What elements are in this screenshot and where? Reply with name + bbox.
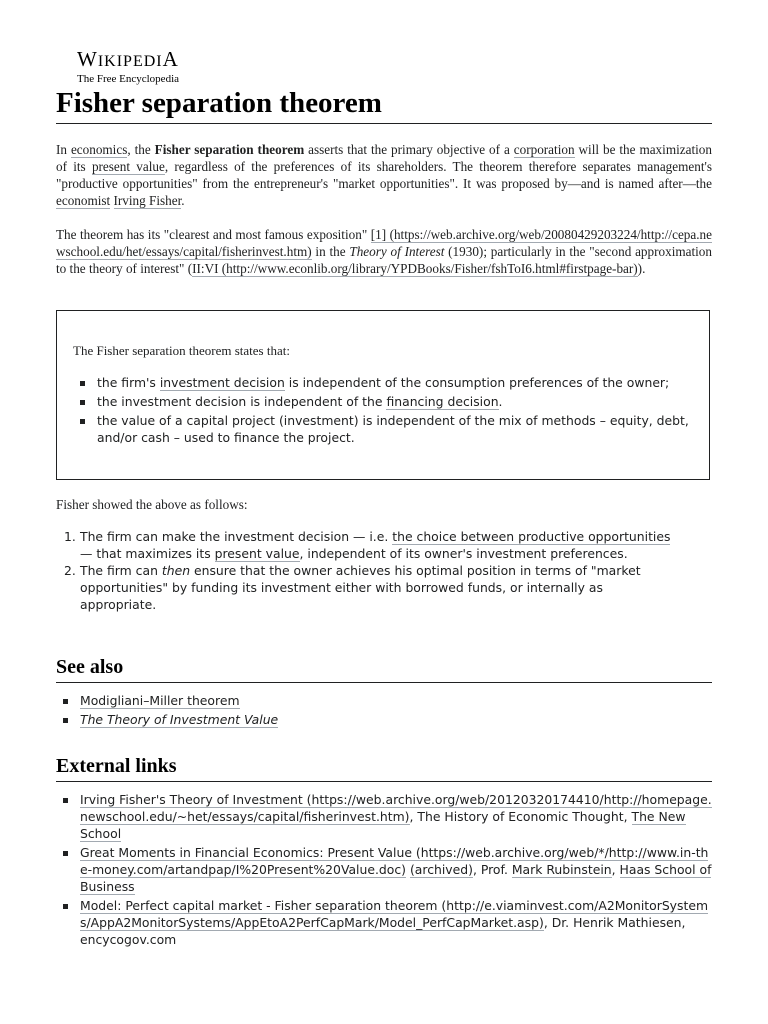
list-item: 2. The firm can then ensure that the owner achieves his optimal position in terms of "market opportunities" by funding its investment either with borrowed funds, or internally as appropriate. (64, 563, 641, 612)
wikipedia-wordmark: WIKIPEDIA (77, 47, 179, 71)
page-title: Fisher separation theorem (56, 84, 712, 124)
box-lead: The Fisher separation theorem states that: (73, 343, 290, 358)
link-present-value-2[interactable]: present value (214, 546, 300, 561)
link-perfect-capital-market[interactable]: Model: Perfect capital market - Fisher separation theorem (http://e.viaminvest.com/A2MonitorSystems/AppA2MonitorSystems/AppEtoA2PerfCapMark/Model_PerfCapMarket.asp) (80, 898, 709, 930)
link-fisher-theory-investment[interactable]: Irving Fisher's Theory of Investment (https://web.archive.org/web/20120320174410/http://homepage.newschool.edu/~het/essays/capital/fisherinvest.htm) (80, 792, 712, 824)
list-item (56, 692, 712, 709)
shown-paragraph: Fisher showed the above as follows: (56, 497, 248, 512)
link-financing-decision[interactable]: financing decision (386, 394, 499, 409)
list-item: Irving Fisher's Theory of Investment (https://web.archive.org/web/20120320174410/http://homepage.newschool.edu/~het/essays/capital/fisherinvest.htm), The History of Economic Thought, The New School (56, 791, 712, 842)
wikipedia-tagline: The Free Encyclopedia (77, 73, 180, 85)
link-modigliani-miller[interactable]: Modigliani–Miller theorem (80, 693, 240, 708)
list-item: Model: Perfect capital market - Fisher separation theorem (http://e.viaminvest.com/A2MonitorSystems/AppA2MonitorSystems/AppEtoA2PerfCapMark/Model_PerfCapMarket.asp), Dr. Henrik Mathiesen, encycogov.com (56, 897, 712, 948)
external-links-heading: External links (56, 753, 712, 782)
intro-paragraph: In economics, the Fisher separation theorem asserts that the primary objective of a corporation will be the maximization of its present value, regardless of the preferences of its shareholders. The theorem therefore separates management's "productive opportunities" from the entrepreneur's "market opportunities". It was proposed by—and is named after—the economist Irving Fisher. (56, 142, 713, 208)
link-archived[interactable]: (archived) (409, 862, 473, 877)
wikipedia-logo[interactable] (77, 48, 179, 86)
link-productive-opportunities[interactable]: the choice between productive opportunities (392, 529, 671, 544)
list-item (56, 711, 712, 728)
link-economics[interactable]: economics (70, 142, 128, 157)
theorem-list (73, 374, 693, 448)
link-econlib[interactable]: II:VI (http://www.econlib.org/library/YPDBooks/Fisher/fshToI6.html#firstpage-bar) (192, 261, 638, 276)
link-mark-rubinstein[interactable]: Mark Rubinstein (511, 862, 612, 877)
link-haas-school[interactable]: Haas School of Business (80, 862, 712, 894)
link-theory-investment-value[interactable]: The Theory of Investment Value (80, 712, 279, 727)
list-item: the investment decision is independent of the financing decision. (73, 393, 693, 410)
exposition-paragraph: The theorem has its "clearest and most famous exposition" [1] (https://web.archive.org/web/20080429203224/http://cepa.newschool.edu/het/essays/capital/fisherinvest.htm) in the Theory of Interest (1930); particularly in the "second approximation to the theory of interest" (II:VI (http://www.econlib.org/library/YPDBooks/Fisher/fshToI6.html#firstpage-bar)). (56, 227, 712, 276)
link-corporation[interactable]: corporation (513, 142, 575, 157)
steps-list (56, 528, 676, 613)
list-item: 1. The firm can make the investment decision — i.e. the choice between productive opportunities — that maximizes its present value, independent of its owner's investment preferences. (64, 529, 671, 561)
link-new-school[interactable]: The New School (80, 809, 686, 841)
list-item: the firm's investment decision is independent of the consumption preferences of the owner; (73, 374, 693, 391)
list-item: the value of a capital project (investment) is independent of the mix of methods – equity, debt, and/or cash – used to finance the project. (73, 412, 693, 446)
link-economist[interactable]: economist (56, 193, 111, 208)
external-links-list (56, 791, 712, 950)
see-also-heading: See also (56, 654, 712, 683)
link-great-moments[interactable]: Great Moments in Financial Economics: Present Value (https://web.archive.org/web/*/http://www.in-the-money.com/artandpap/I%20Present%20Value.doc) (80, 845, 709, 877)
link-investment-decision[interactable]: investment decision (159, 375, 285, 390)
list-item: Great Moments in Financial Economics: Present Value (https://web.archive.org/web/*/http://www.in-the-money.com/artandpap/I%20Present%20Value.doc) (archived), Prof. Mark Rubinstein, Haas School of Business (56, 844, 712, 895)
link-reference-1[interactable]: [1] (https://web.archive.org/web/20080429203224/http://cepa.newschool.edu/het/essays/capital/fisherinvest.htm) (56, 227, 712, 259)
theorem-box (56, 310, 710, 480)
link-present-value[interactable]: present value (91, 159, 165, 174)
see-also-list (56, 692, 712, 730)
link-irving-fisher[interactable]: Irving Fisher (113, 193, 182, 208)
